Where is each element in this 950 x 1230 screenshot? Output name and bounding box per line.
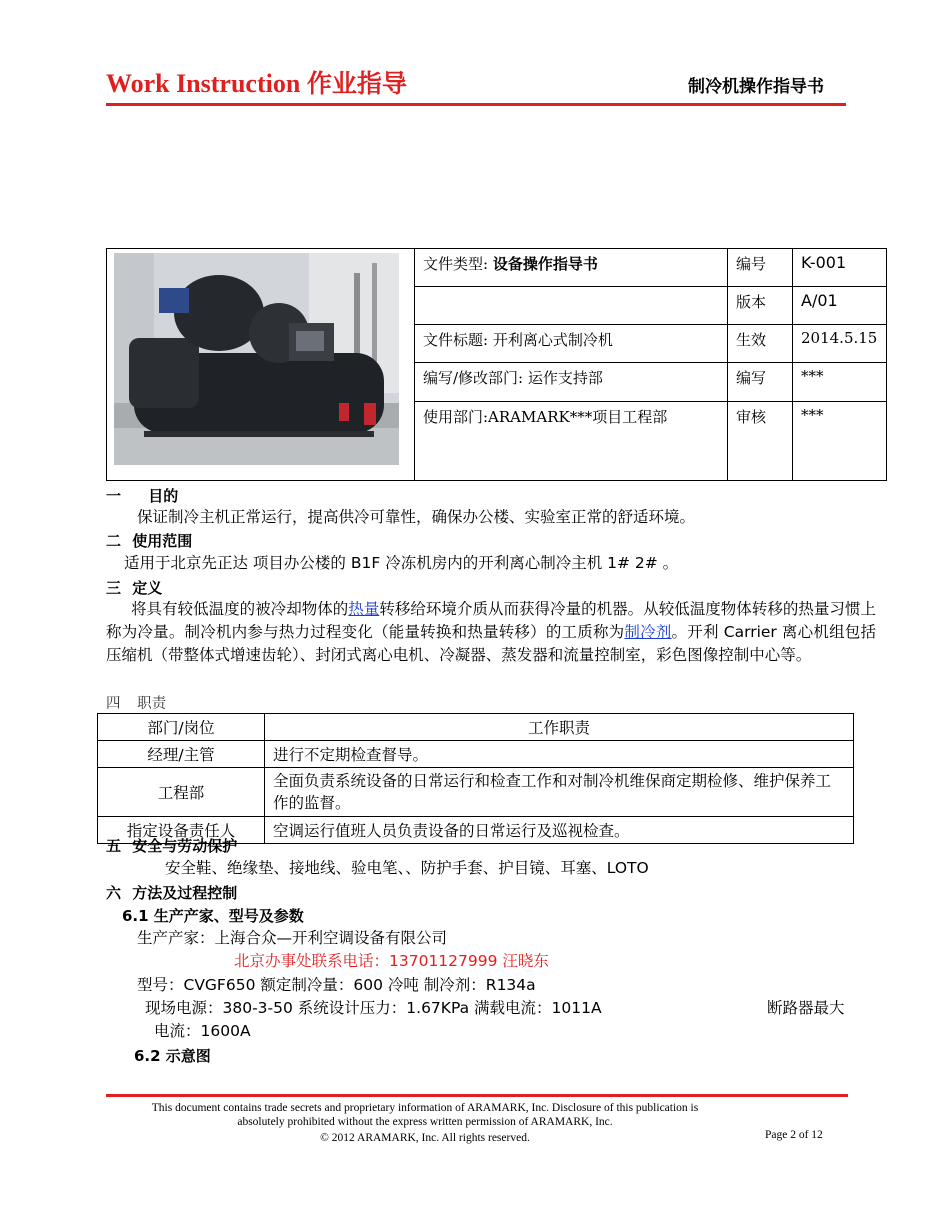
section-3-body — [106, 598, 876, 667]
section-2-body: 适用于北京先正达 项目办公楼的 B1F 冷冻机房内的开利离心制冷主机 1# 2# 。 — [124, 554, 679, 572]
doc-type-label: 文件类型: — [423, 255, 489, 273]
subsection-6-2-heading: 6.2 示意图 — [134, 1047, 211, 1065]
definition-text-2: 转移给环境介质从而获得冷量的机器。从较低温度物体转移的热量习惯上称为冷量。制冷机内参与热力过程变化（能量转换和热量转移）的工质称为 — [106, 600, 876, 641]
model-spec-text: 型号：CVGF650 额定制冷量：600 冷吨 制冷剂：R134a — [137, 976, 536, 994]
section-5-heading — [106, 835, 237, 856]
equipment-photo-cell — [107, 249, 415, 481]
header-title-cn: 作业指导 — [306, 69, 407, 98]
document-name: 制冷机操作指导书 — [688, 77, 824, 97]
duty-desc-cell: 空调运行值班人员负责设备的日常运行及巡视检查。 — [265, 817, 854, 844]
breaker-spec-text: 断路器最大 — [767, 999, 845, 1017]
doc-number-label: 编号 — [728, 249, 793, 287]
section-3-heading — [106, 577, 162, 598]
footer-page-number: Page 2 of 12 — [765, 1129, 823, 1141]
duty-table — [97, 713, 854, 844]
section-6-number: 六 — [106, 884, 122, 902]
chiller-photo — [114, 253, 399, 465]
heat-link[interactable]: 热量 — [348, 600, 380, 618]
section-1-body: 保证制冷主机正常运行，提高供冷可靠性，确保办公楼、实验室正常的舒适环境。 — [137, 508, 696, 526]
power-spec-text: 现场电源：380-3-50 系统设计压力：1.67KPa 满载电流：1011A — [145, 999, 602, 1017]
chiller-illustration — [114, 253, 399, 465]
section-5-number: 五 — [106, 837, 122, 855]
author-label: 编写 — [728, 363, 793, 402]
user-dept-cell: 使用部门:ARAMARK***项目工程部 — [415, 402, 728, 481]
definition-text-1: 将具有较低温度的被冷却物体的 — [131, 600, 349, 618]
duty-dept-cell: 工程部 — [98, 768, 265, 817]
manufacturer-text: 生产产家：上海合众—开利空调设备有限公司 — [137, 929, 448, 947]
section-1-title: 目的 — [148, 487, 179, 505]
header-title — [106, 64, 407, 100]
section-1-number: 一 — [106, 487, 122, 505]
footer-notice-line-2: absolutely prohibited without the express written permission of ARAMARK, Inc. — [237, 1116, 613, 1128]
duty-desc-cell: 进行不定期检查督导。 — [265, 741, 854, 768]
section-1-heading — [106, 485, 178, 506]
version-value: A/01 — [793, 287, 887, 325]
doc-number-value: K-001 — [793, 249, 887, 287]
footer-divider — [106, 1094, 848, 1097]
doc-type-cell — [415, 249, 728, 287]
section-2-heading — [106, 530, 192, 551]
section-2-title: 使用范围 — [132, 532, 193, 550]
current-spec-text: 电流：1600A — [154, 1022, 251, 1040]
empty-cell — [415, 287, 728, 325]
effective-label: 生效 — [728, 325, 793, 363]
section-2-number: 二 — [106, 532, 122, 550]
doc-type-value: 设备操作指导书 — [492, 255, 598, 273]
section-6-title: 方法及过程控制 — [132, 884, 238, 902]
version-label: 版本 — [728, 287, 793, 325]
reviewer-value: *** — [793, 402, 887, 481]
contact-phone-text: 北京办事处联系电话：13701127999 汪晓东 — [234, 952, 549, 970]
document-info-table — [106, 248, 887, 481]
duty-dept-cell: 指定设备责任人 — [98, 817, 265, 844]
section-3-number: 三 — [106, 579, 122, 597]
duty-header-dept: 部门/岗位 — [98, 714, 265, 741]
doc-title-cell: 文件标题: 开利离心式制冷机 — [415, 325, 728, 363]
duty-header-duty: 工作职责 — [265, 714, 854, 741]
section-6-heading — [106, 882, 237, 903]
author-value: *** — [793, 363, 887, 402]
refrigerant-link[interactable]: 制冷剂 — [624, 623, 672, 641]
footer-notice-line-1: This document contains trade secrets and proprietary information of ARAMARK, Inc. Disclosure of this publication is — [151, 1102, 699, 1114]
table-row — [98, 768, 854, 817]
reviewer-label: 审核 — [728, 402, 793, 481]
definition-text-3: 。开利 Carrier 离心机组包括压缩机（带整体式增速齿轮）、封闭式离心电机、冷凝器、蒸发器和流量控制室，彩色图像控制中心等。 — [106, 623, 876, 664]
table-row — [98, 741, 854, 768]
subsection-6-1-heading: 6.1 生产产家、型号及参数 — [122, 907, 304, 925]
section-4-number: 四 — [106, 696, 121, 712]
section-5-title: 安全与劳动保护 — [132, 837, 238, 855]
section-4-heading — [106, 692, 166, 713]
section-4-title: 职责 — [137, 696, 167, 712]
header-title-en: Work Instruction — [106, 69, 301, 98]
effective-value: 2014.5.15 — [793, 325, 887, 363]
footer-copyright: © 2012 ARAMARK, Inc. All rights reserved. — [320, 1132, 530, 1144]
duty-desc-cell: 全面负责系统设备的日常运行和检查工作和对制冷机维保商定期检修、维护保养工作的监督。 — [265, 768, 854, 817]
author-dept-cell: 编写/修改部门: 运作支持部 — [415, 363, 728, 402]
duty-dept-cell: 经理/主管 — [98, 741, 265, 768]
header-divider — [106, 103, 846, 106]
section-5-body: 安全鞋、绝缘垫、接地线、验电笔、、防护手套、护目镜、耳塞、LOTO — [165, 859, 649, 877]
section-3-title: 定义 — [132, 579, 163, 597]
